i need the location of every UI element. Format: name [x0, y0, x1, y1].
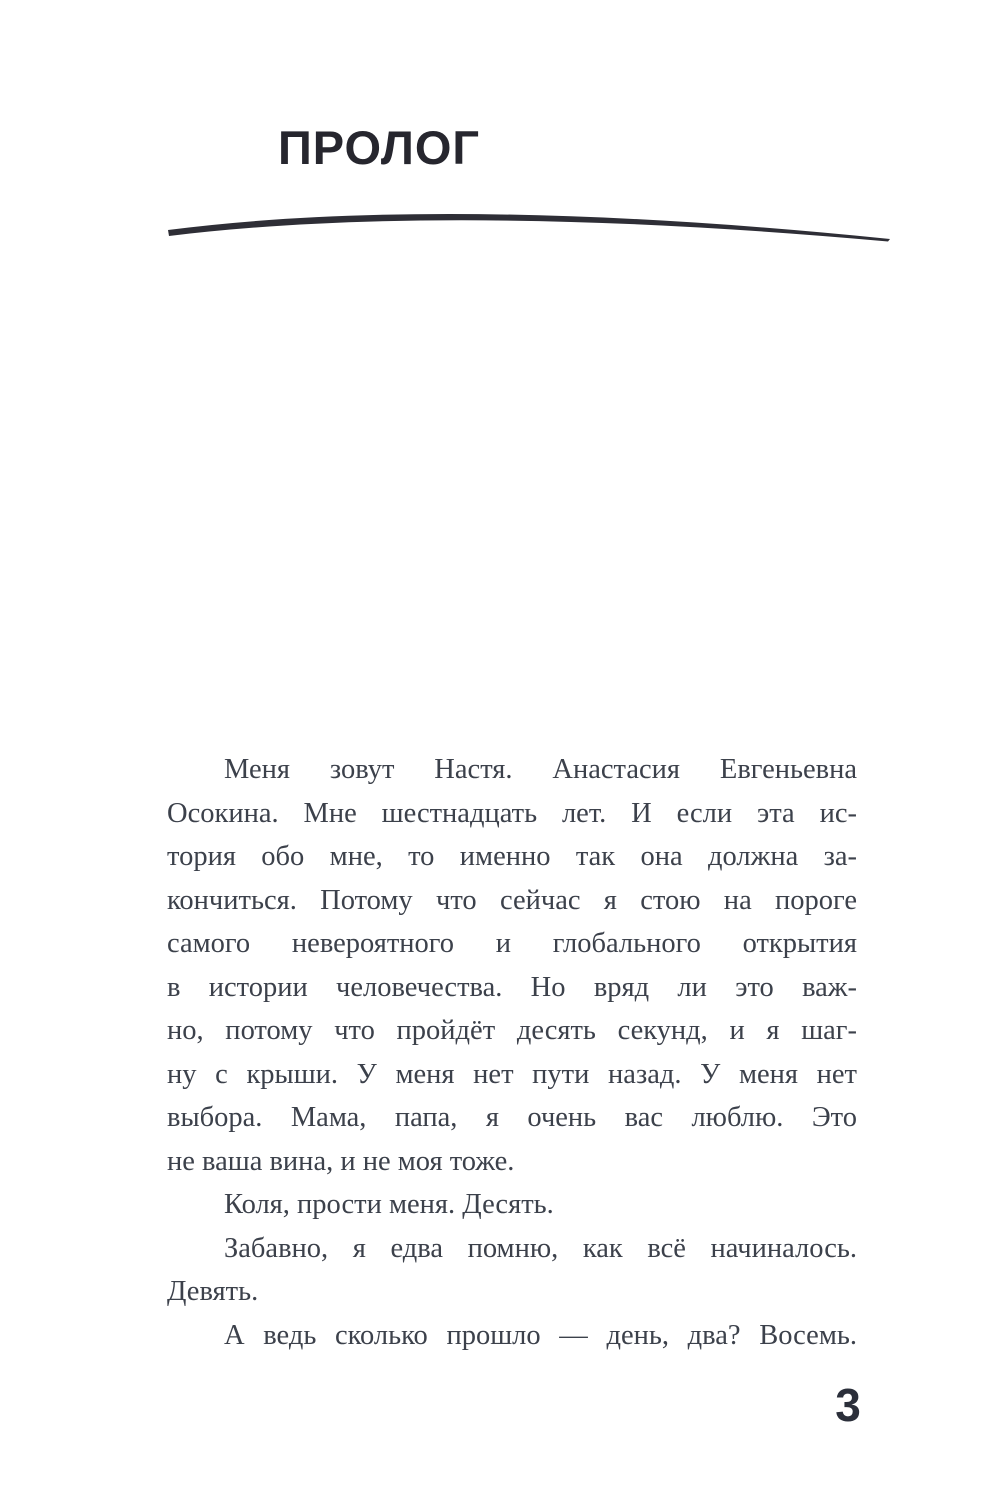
text-line: Меня зовут Настя. Анастасия Евгеньевна: [224, 754, 857, 785]
paragraph: [167, 1227, 857, 1314]
heading-flourish-line: [163, 198, 895, 246]
text-line: Коля, прости меня. Десять.: [224, 1189, 554, 1220]
text-line: Забавно, я едва помню, как всё начиналось.: [224, 1232, 857, 1264]
text-line: ну с крыши. У меня нет пути назад. У меня нет: [167, 1058, 857, 1090]
text-line: Осокина. Мне шестнадцать лет. И если эта ис-: [167, 797, 857, 829]
paragraph: [167, 748, 857, 1183]
text-line: А ведь сколько прошло — день, два? Восемь.: [224, 1319, 857, 1351]
text-line: кончиться. Потому что сейчас я стою на пороге: [167, 884, 857, 916]
text-line: самого невероятного и глобального открытия: [167, 928, 857, 959]
text-line: Девять.: [167, 1276, 259, 1307]
text-line: тория обо мне, то именно так она должна за-: [167, 841, 857, 872]
chapter-heading: ПРОЛОГ: [278, 121, 481, 174]
text-line: в истории человечества. Но вряд ли это важ-: [167, 971, 857, 1003]
text-line: но, потому что пройдёт десять секунд, и я шаг-: [167, 1015, 857, 1046]
body-text: [167, 748, 857, 1357]
text-line: выбора. Мама, папа, я очень вас люблю. Это: [167, 1102, 857, 1133]
page-number: 3: [835, 1379, 861, 1431]
text-line: не ваша вина, и не моя тоже.: [167, 1145, 515, 1177]
paragraph: [167, 1314, 857, 1358]
paragraph: [167, 1183, 857, 1227]
